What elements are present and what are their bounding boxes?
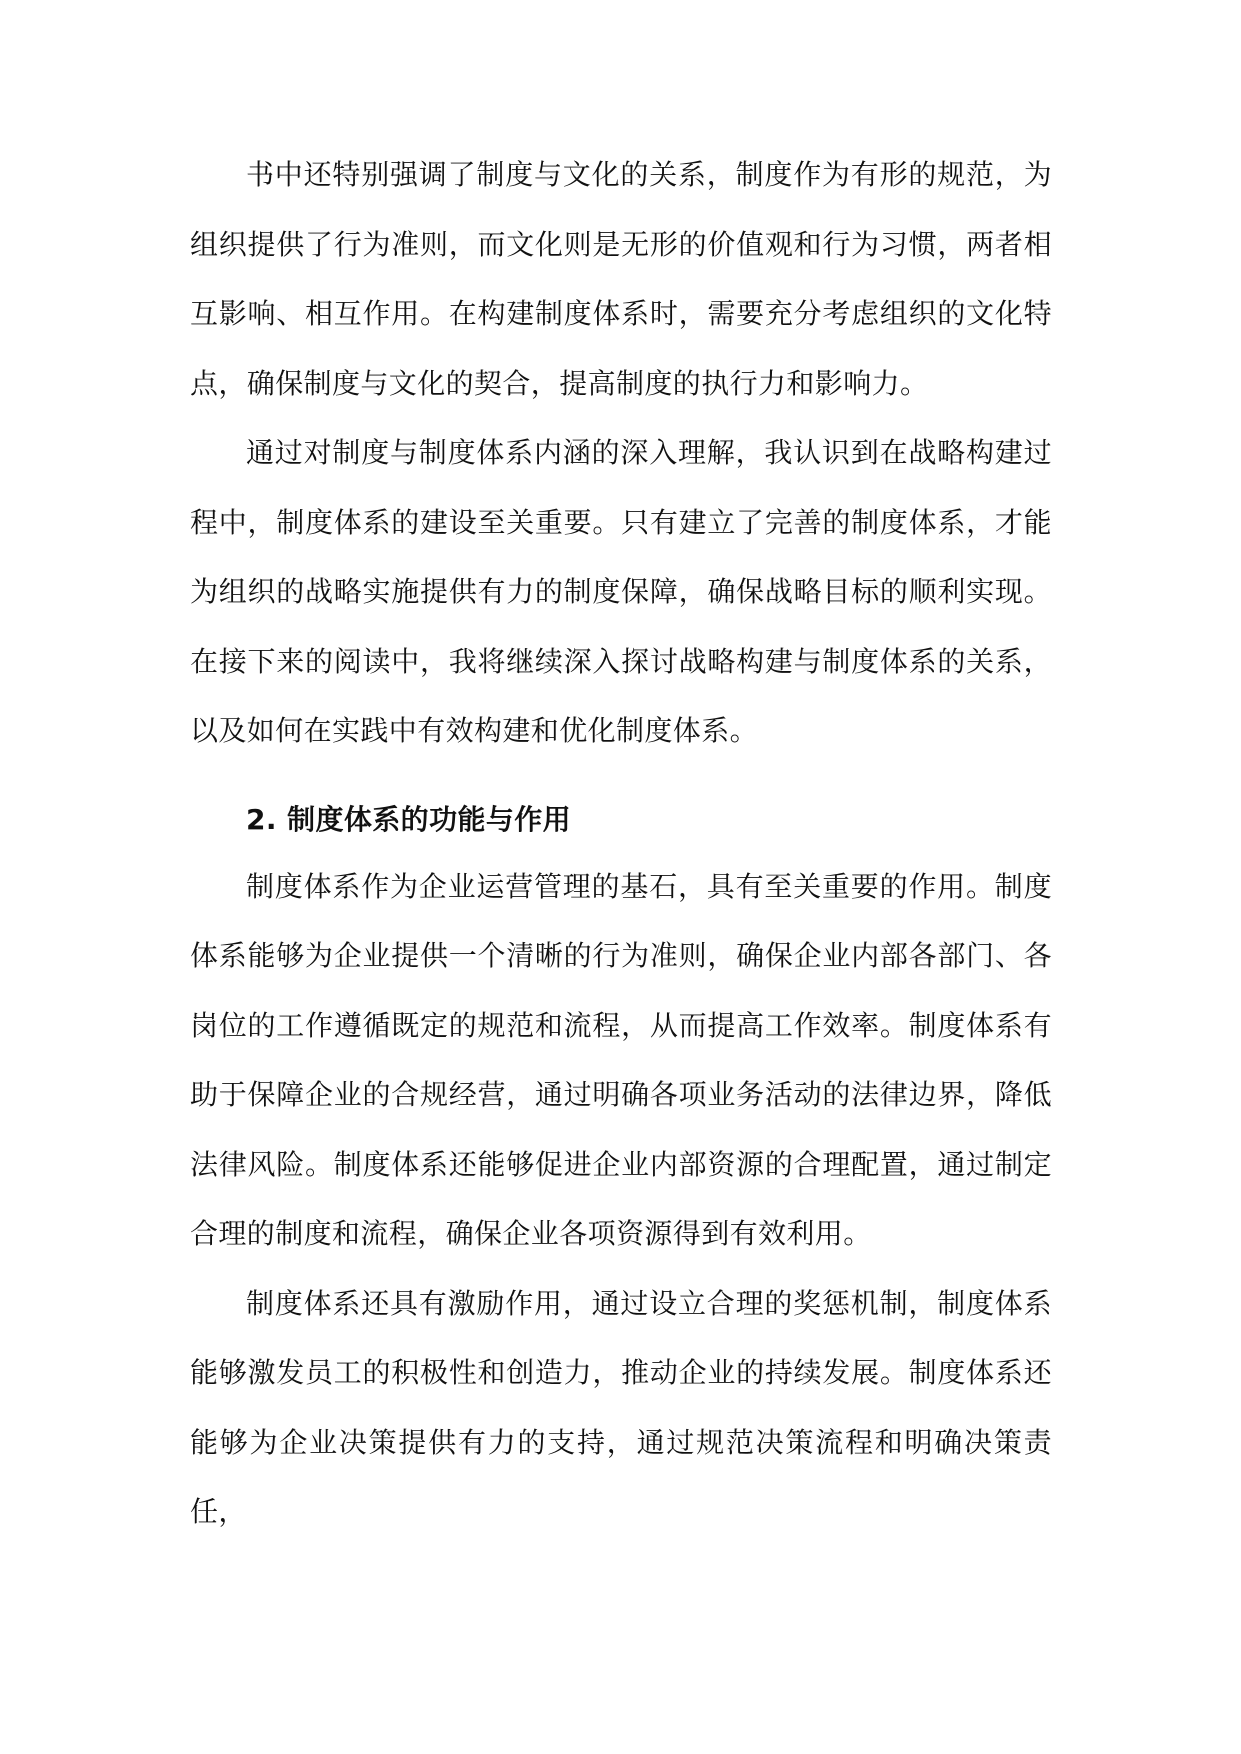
section-heading: 2. 制度体系的功能与作用 <box>246 802 572 836</box>
paragraph-culture-relation: 书中还特别强调了制度与文化的关系，制度作为有形的规范，为组织提供了行为准则，而文化则是无形的价值观和行为习惯，两者相互影响、相互作用。在构建制度体系时，需要充分考虑组织的文化特点，确保制度与文化的契合，提高制度的执行力和影响力。 <box>190 158 1052 400</box>
paragraph-incentive-role: 制度体系还具有激励作用，通过设立合理的奖惩机制，制度体系能够激发员工的积极性和创造力，推动企业的持续发展。制度体系还能够为企业决策提供有力的支持，通过规范决策流程和明确决策责任， <box>190 1286 1052 1528</box>
document-body <box>190 140 1052 1547</box>
paragraph-strategy-system: 通过对制度与制度体系内涵的深入理解，我认识到在战略构建过程中，制度体系的建设至关重要。只有建立了完善的制度体系，才能为组织的战略实施提供有力的制度保障，确保战略目标的顺利实现。在接下来的阅读中，我将继续深入探讨战略构建与制度体系的关系，以及如何在实践中有效构建和优化制度体系。 <box>190 436 1052 747</box>
paragraph-system-functions: 制度体系作为企业运营管理的基石，具有至关重要的作用。制度体系能够为企业提供一个清晰的行为准则，确保企业内部各部门、各岗位的工作遵循既定的规范和流程，从而提高工作效率。制度体系有助于保障企业的合规经营，通过明确各项业务活动的法律边界，降低法律风险。制度体系还能够促进企业内部资源的合理配置，通过制定合理的制度和流程，确保企业各项资源得到有效利用。 <box>190 869 1052 1250</box>
